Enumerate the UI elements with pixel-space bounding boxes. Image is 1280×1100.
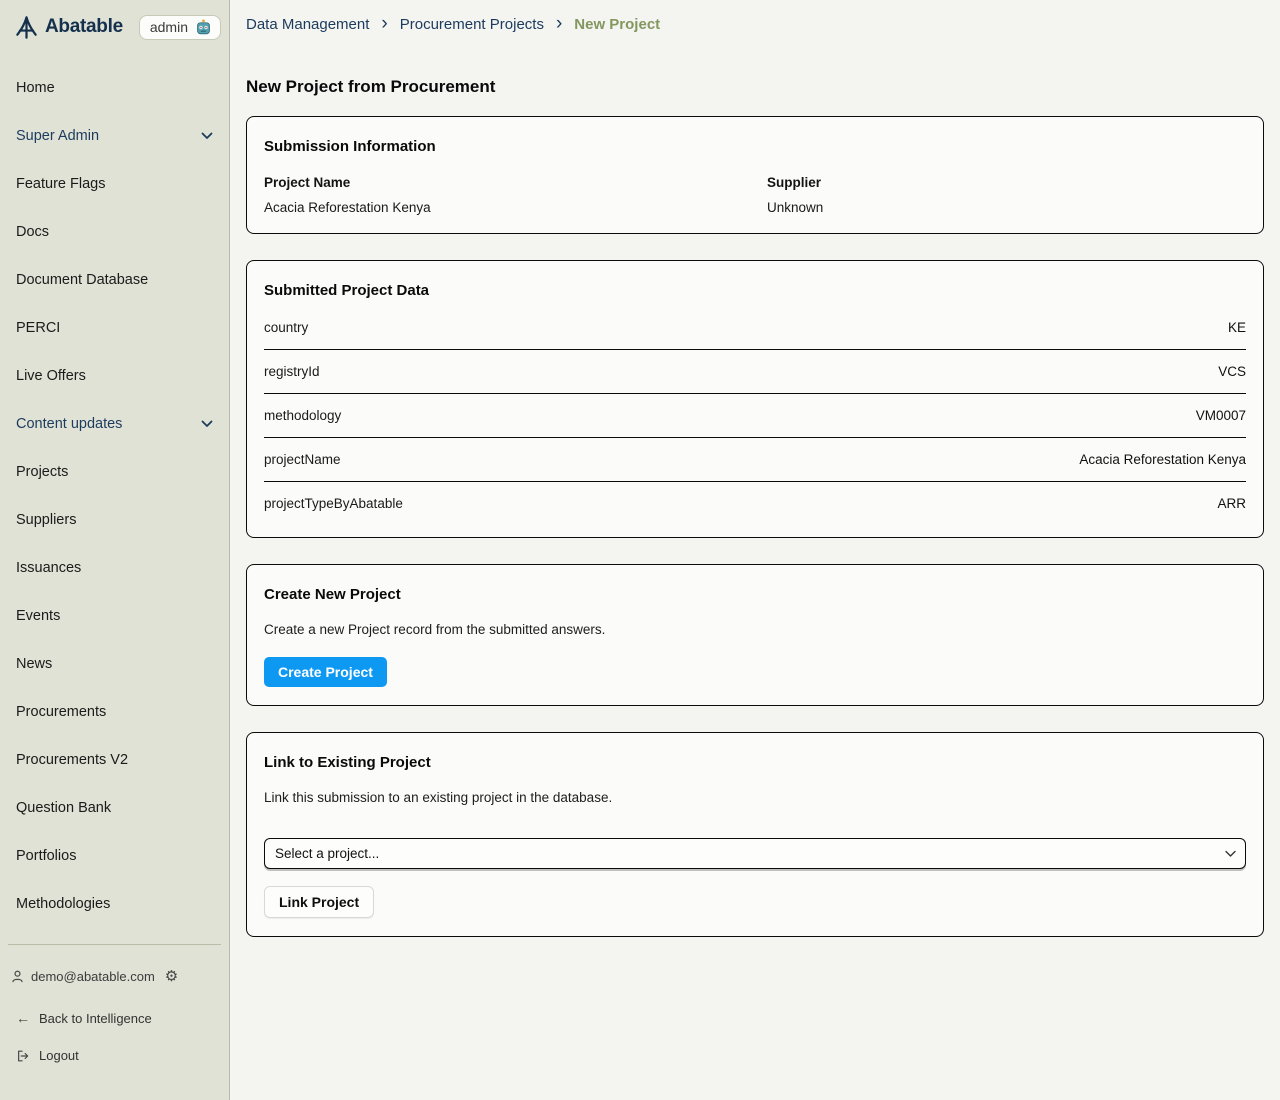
sidebar-item-label: Live Offers [16,368,86,384]
project-select[interactable] [264,838,1246,869]
sidebar-item-issuances[interactable] [0,544,229,592]
sidebar-item-home[interactable] [0,64,229,112]
submitted-project-data-card [246,260,1264,538]
sidebar-section-label: Content updates [16,416,123,432]
sidebar-section-label: Super Admin [16,128,100,144]
sidebar-item-document-database[interactable] [0,256,229,304]
table-row [264,438,1246,482]
card-title: Create New Project [264,586,401,603]
sidebar-item-label: Question Bank [16,800,112,816]
field-project-name [264,175,743,215]
sidebar-item-question-bank[interactable] [0,784,229,832]
card-title: Submitted Project Data [264,282,430,299]
admin-badge [139,15,221,40]
breadcrumb-procurement-projects[interactable]: Procurement Projects [399,15,544,33]
row-value: Acacia Reforestation Kenya [1079,452,1246,467]
card-description: Link this submission to an existing project in the database. [264,790,613,805]
sidebar-footer [0,944,229,1063]
logout-icon [16,1049,30,1063]
row-value: KE [1227,320,1246,335]
sidebar-item-label: Issuances [16,560,82,576]
chevron-right-icon: › [555,12,563,34]
sidebar-item-live-offers[interactable] [0,352,229,400]
sidebar-item-projects[interactable] [0,448,229,496]
sidebar-nav [0,46,229,928]
sidebar-item-perci[interactable] [0,304,229,352]
row-key: registryId [264,364,320,379]
sidebar-item-suppliers[interactable] [0,496,229,544]
create-project-button[interactable]: Create Project [264,657,387,687]
sidebar-item-docs[interactable] [0,208,229,256]
table-row [264,394,1246,438]
row-value: ARR [1217,496,1246,511]
breadcrumb-current: New Project [574,15,661,33]
field-supplier [767,175,1246,215]
sidebar-item-label: News [16,656,53,672]
person-icon [10,969,25,984]
sidebar-item-news[interactable] [0,640,229,688]
sidebar-item-label: Home [16,80,55,96]
sidebar-divider [8,944,221,945]
row-value: VM0007 [1195,408,1246,423]
sidebar-item-label: Procurements V2 [16,752,129,768]
chevron-down-icon [201,420,213,428]
sidebar-header [0,0,229,46]
robot-icon [195,19,212,36]
table-row [264,350,1246,394]
arrow-left-icon: ← [16,1010,30,1026]
card-title: Link to Existing Project [264,754,431,771]
sidebar-item-label: Portfolios [16,848,77,864]
row-key: projectTypeByAbatable [264,496,403,511]
card-title: Submission Information [264,138,436,155]
field-label: Supplier [767,175,822,190]
sidebar-item-label: Feature Flags [16,176,106,192]
sidebar-item-label: Docs [16,224,50,240]
submission-fields [264,175,1246,215]
brand-logo[interactable] [14,15,123,40]
back-to-intelligence-link[interactable] [0,1010,229,1026]
sidebar-item-label: Projects [16,464,69,480]
sidebar-item-feature-flags[interactable] [0,160,229,208]
page-title: New Project from Procurement [246,77,496,96]
sidebar-section-content-updates[interactable] [0,400,229,448]
user-email: demo@abatable.com [31,969,155,984]
table-row [264,482,1246,519]
sidebar-item-label: Suppliers [16,512,77,528]
submitted-data-rows [264,306,1246,519]
card-description: Create a new Project record from the submitted answers. [264,622,606,637]
breadcrumb [246,0,1264,48]
abatable-logo-icon [14,15,39,40]
chevron-down-icon [201,132,213,140]
sidebar-item-procurements[interactable] [0,688,229,736]
sidebar-item-label: Methodologies [16,896,111,912]
logout-label: Logout [39,1048,79,1063]
link-project-button[interactable]: Link Project [264,886,374,918]
sidebar-item-label: Events [16,608,61,624]
project-select-wrap [264,838,1246,869]
brand-name: Abatable [45,16,123,37]
row-key: country [264,320,309,335]
row-value: VCS [1218,364,1246,379]
sidebar-item-events[interactable] [0,592,229,640]
submission-information-card [246,116,1264,234]
field-label: Project Name [264,175,351,190]
back-to-intelligence-label: Back to Intelligence [39,1010,152,1026]
sidebar [0,0,230,1100]
table-row [264,306,1246,350]
sidebar-item-methodologies[interactable] [0,880,229,928]
breadcrumb-data-management[interactable]: Data Management [246,15,370,33]
link-existing-project-card [246,732,1264,937]
sidebar-item-portfolios[interactable] [0,832,229,880]
gear-icon[interactable]: ⚙ [164,968,179,985]
user-row [0,969,229,984]
admin-badge-label: admin [149,19,188,35]
field-value: Acacia Reforestation Kenya [264,200,431,215]
row-key: projectName [264,452,341,467]
sidebar-item-label: Procurements [16,704,107,720]
chevron-right-icon: › [381,12,388,34]
main-content [230,0,1280,1100]
create-new-project-card [246,564,1264,706]
sidebar-item-procurements-v2[interactable] [0,736,229,784]
sidebar-item-label: PERCI [16,320,61,336]
row-key: methodology [264,408,342,423]
field-value: Unknown [767,200,824,215]
sidebar-item-label: Document Database [16,272,149,288]
sidebar-section-super-admin[interactable] [0,112,229,160]
logout-button[interactable] [0,1048,229,1063]
